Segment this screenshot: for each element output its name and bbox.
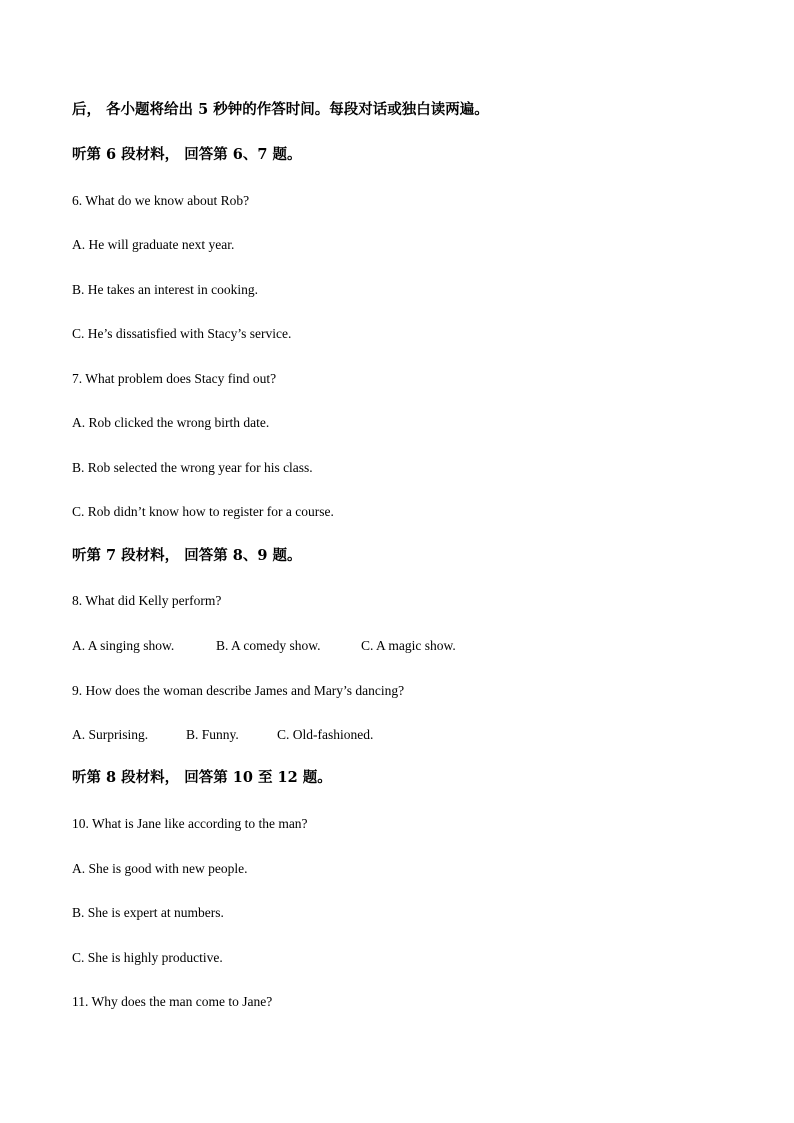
question-8-option-c: C. A magic show. bbox=[361, 638, 456, 653]
question-10-option-c: C. She is highly productive. bbox=[72, 950, 223, 965]
question-7: 7. What problem does Stacy find out? bbox=[72, 371, 277, 386]
question-6-option-c: C. He’s dissatisfied with Stacy’s service. bbox=[72, 326, 292, 341]
section-7-heading: 听第 7 段材料， 回答第 8、9 题。 bbox=[72, 547, 302, 564]
section-6-heading: 听第 6 段材料， 回答第 6、7 题。 bbox=[72, 146, 302, 163]
question-6-option-a: A. He will graduate next year. bbox=[72, 237, 235, 252]
intro-line: 后， 各小题将给出 5 秒钟的作答时间。每段对话或独白读两遍。 bbox=[72, 101, 489, 118]
question-7-option-c: C. Rob didn’t know how to register for a course. bbox=[72, 504, 334, 519]
section-8-heading: 听第 8 段材料， 回答第 10 至 12 题。 bbox=[72, 769, 332, 786]
question-6: 6. What do we know about Rob? bbox=[72, 193, 250, 208]
question-8: 8. What did Kelly perform? bbox=[72, 593, 222, 608]
question-8-option-a: A. A singing show. bbox=[72, 638, 175, 653]
question-10-option-b: B. She is expert at numbers. bbox=[72, 905, 224, 920]
question-8-option-b: B. A comedy show. bbox=[216, 638, 321, 653]
question-10-option-a: A. She is good with new people. bbox=[72, 861, 248, 876]
question-9-option-a: A. Surprising. bbox=[72, 727, 149, 742]
question-9-option-b: B. Funny. bbox=[186, 727, 239, 742]
question-9: 9. How does the woman describe James and Mary’s dancing? bbox=[72, 683, 405, 698]
question-10: 10. What is Jane like according to the man? bbox=[72, 816, 308, 831]
question-6-option-b: B. He takes an interest in cooking. bbox=[72, 282, 258, 297]
question-11: 11. Why does the man come to Jane? bbox=[72, 994, 273, 1009]
question-7-option-a: A. Rob clicked the wrong birth date. bbox=[72, 415, 270, 430]
question-9-option-c: C. Old-fashioned. bbox=[277, 727, 374, 742]
question-7-option-b: B. Rob selected the wrong year for his class. bbox=[72, 460, 313, 475]
